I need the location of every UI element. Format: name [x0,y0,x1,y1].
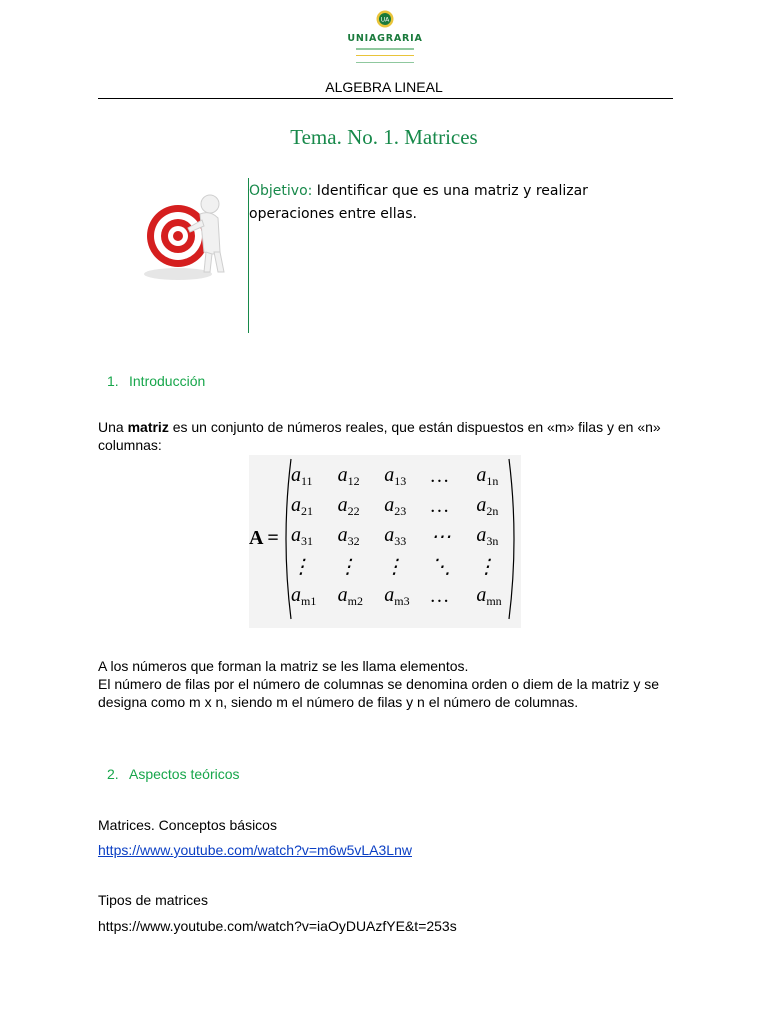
section-title: Aspectos teóricos [129,766,240,782]
matrix-entry-base: a [337,523,348,546]
matrix-entry-base: a [337,463,348,486]
matrix-entry [429,581,474,611]
resource-link[interactable]: https://www.youtube.com/watch?v=iaOyDUAzfYE&t=253s [98,918,457,934]
matrix-entry-base: ⋮ [476,555,497,578]
matrix-entry [382,491,429,521]
matrix-entry-index: mn [486,593,502,608]
intro-prefix: Una [98,419,128,435]
matrix-row [289,491,521,521]
matrix-entry [382,521,429,551]
matrix-entry-index: 12 [347,473,360,488]
matrix-entry [474,491,521,521]
matrix-entry [336,551,383,581]
matrix-entry-index: 1n [486,473,499,488]
target-illustration [136,182,236,284]
matrix-entry-base: … [430,584,449,607]
matrix-entry-base: a [384,493,395,516]
matrix-entry [382,551,429,581]
matrix-entry-index: 3n [486,533,499,548]
matrix-row [289,581,521,611]
header-divider [98,98,673,99]
matrix-entry-base: a [291,583,301,606]
matrix-entry-index: m3 [394,593,410,608]
matrix-entry-index: 23 [394,503,407,518]
matrix-figure [249,455,521,628]
matrix-entry [429,521,474,551]
matrix-entry-index: 11 [301,473,313,488]
matrix-entry-base: a [476,463,487,486]
university-logo [334,8,436,70]
matrix-entry [382,461,429,491]
section-number: 2. [107,766,119,782]
matrix-entry [474,461,521,491]
section-heading-intro [107,373,205,389]
matrix-entry-base: a [337,583,348,606]
matrix-entry [289,551,336,581]
matrix-entry-index: m2 [347,593,363,608]
resource-label: Matrices. Conceptos básicos [98,817,277,833]
objective-text: Identificar que es una matriz y realizar operaciones entre ellas. [249,183,588,222]
matrix-entry [336,461,383,491]
matrix-entry [289,581,336,611]
matrix-entry-base: a [384,463,395,486]
elements-line: A los números que forman la matriz se les llama elementos. [98,658,469,674]
matrix-entry [429,491,474,521]
matrix-entry-base: ⋯ [430,525,451,548]
matrix-entry-base: ⋮ [337,555,358,578]
logo-tagline [356,55,414,56]
matrix-entry-base: a [291,463,301,486]
order-line: El número de filas por el número de columnas se denomina orden o diem de la matriz y se designa como m x n, siendo m el número de filas y n el número de columnas. [98,676,660,710]
matrix-entry-base: a [337,493,348,516]
matrix-entry [382,581,429,611]
topic-title: Tema. No. 1. Matrices [290,125,478,149]
logo-brand-text: UNIAGRARIA [347,33,423,44]
elements-paragraph [98,657,678,711]
matrix-entry-base: a [476,523,487,546]
intro-suffix: es un conjunto de números reales, que están dispuestos en «m» filas y en «n» columnas: [98,419,661,453]
matrix-entry [474,551,521,581]
intro-bold-term: matriz [127,419,169,435]
matrix-entry [429,461,474,491]
matrix-entry [336,521,383,551]
matrix-entry [429,551,474,581]
matrix-entry [474,581,521,611]
matrix-entry-base: … [430,494,449,517]
matrix-entry-index: 13 [394,473,407,488]
section-number: 1. [107,373,119,389]
matrix-entry [336,491,383,521]
matrix-entry [474,521,521,551]
seal-icon [376,10,394,28]
matrix-entry-base: ⋱ [430,555,451,578]
section-heading-theory [107,766,240,782]
matrix-label: A = [249,527,279,549]
matrix-entry-base: a [291,523,301,546]
svg-text:UA: UA [380,16,390,24]
logo-tagline [356,62,414,63]
matrix-entry-base: a [476,583,487,606]
matrix-entry-base: a [291,493,301,516]
matrix-entry-base: … [430,464,449,487]
matrix-table [289,461,521,611]
matrix-row [289,521,521,551]
matrix-entry-index: 2n [486,503,499,518]
matrix-entry [289,491,336,521]
matrix-row [289,551,521,581]
matrix-entry-index: 22 [347,503,360,518]
matrix-row [289,461,521,491]
course-title: ALGEBRA LINEAL [325,79,443,95]
matrix-entry-base: ⋮ [291,555,311,578]
matrix-entry-index: 31 [301,533,313,548]
resource-label: Tipos de matrices [98,892,208,908]
matrix-entry-base: a [384,583,395,606]
matrix-entry-base: a [384,523,395,546]
intro-paragraph [98,418,678,454]
matrix-entry-base: a [476,493,487,516]
objective-label: Objetivo: [249,183,313,199]
matrix-entry-index: 33 [394,533,407,548]
matrix-entry-index: m1 [301,593,317,608]
matrix-entry-index: 32 [347,533,360,548]
section-title: Introducción [129,373,206,389]
objective-block [249,180,619,226]
matrix-entry-base: ⋮ [384,555,405,578]
matrix-entry-index: 21 [301,503,313,518]
logo-tagline [356,48,414,50]
matrix-entry [289,521,336,551]
matrix-entry [289,461,336,491]
matrix-entry [336,581,383,611]
resource-link[interactable]: https://www.youtube.com/watch?v=m6w5vLA3Lnw [98,842,412,858]
